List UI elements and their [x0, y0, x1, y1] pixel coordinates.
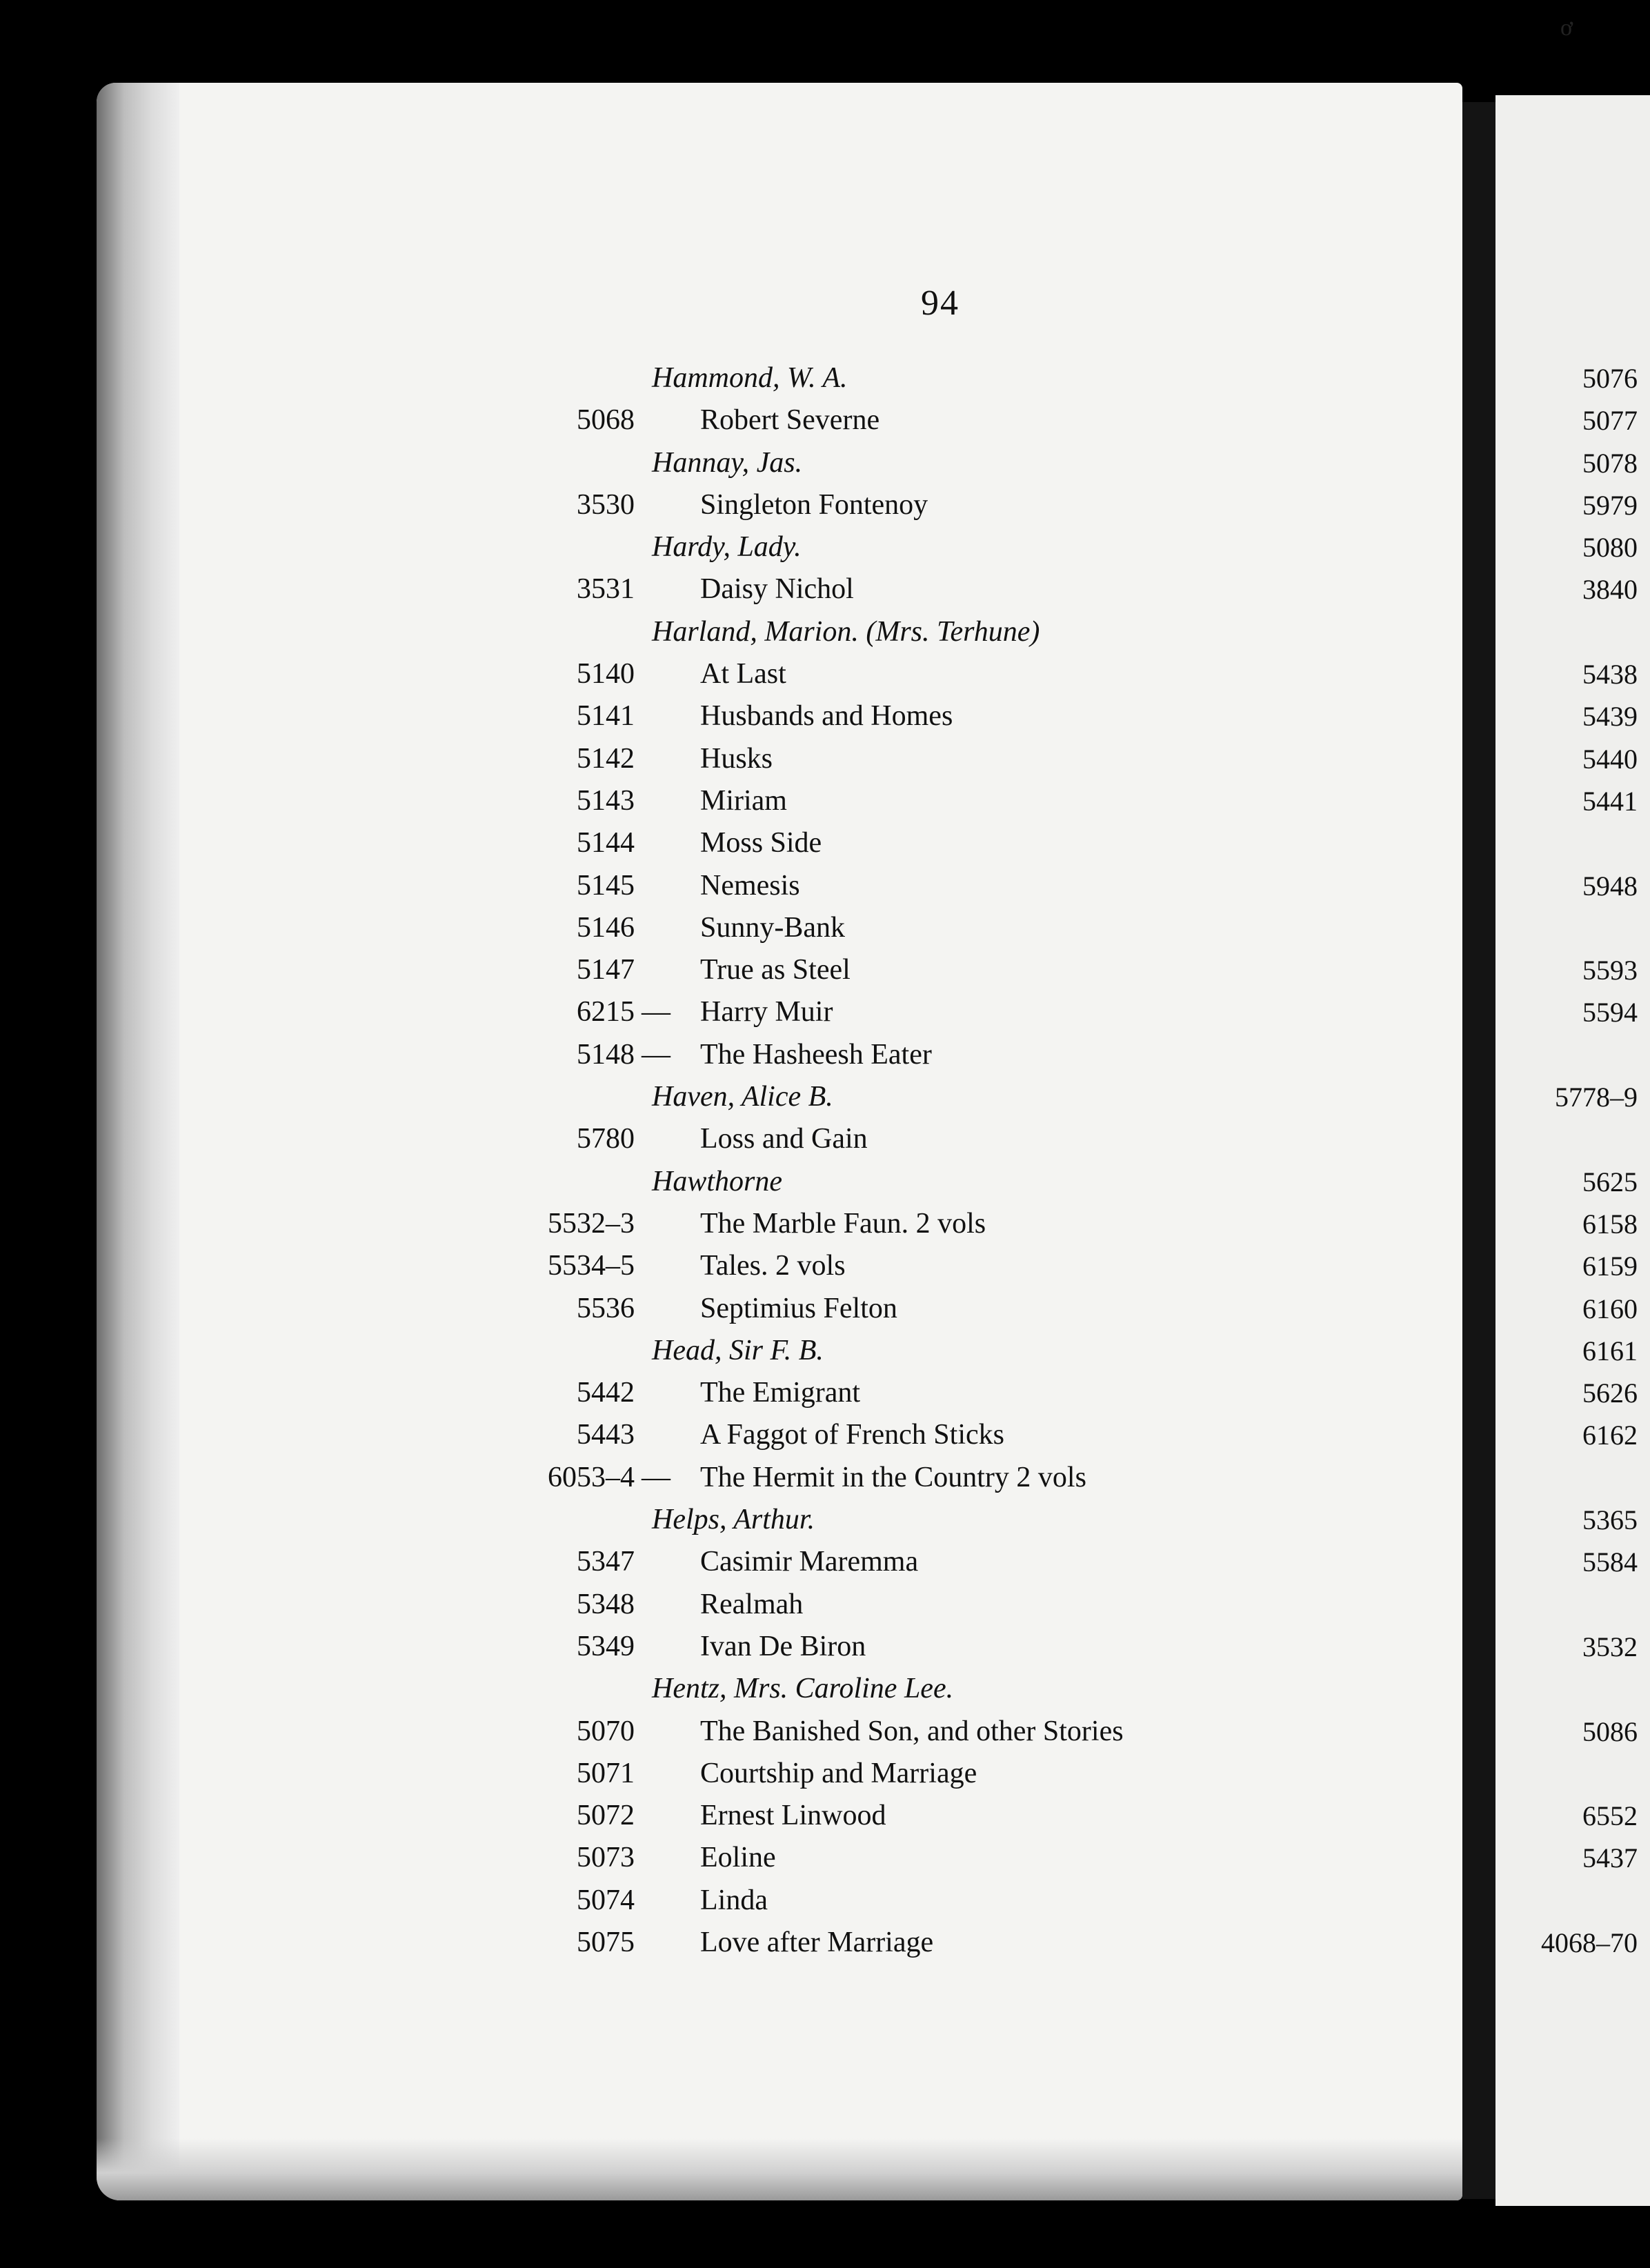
catalog-number: 5148: [577, 1038, 635, 1071]
author-name: Hammond, W. A.: [652, 362, 848, 394]
next-page-number: 6160: [1582, 1293, 1638, 1324]
author-name: Helps, Arthur.: [652, 1504, 815, 1536]
catalog-number: 5074: [577, 1884, 635, 1916]
catalog-number: 5147: [577, 954, 635, 986]
book-title: Robert Severne: [700, 404, 880, 437]
catalog-number: 5140: [577, 658, 635, 690]
next-page-numbers: [0, 357, 1650, 1964]
next-page-number: 6162: [1582, 1420, 1638, 1451]
book-title: Realmah: [700, 1588, 804, 1620]
next-page-number: 5078: [1582, 447, 1638, 479]
next-page-number: 5584: [1582, 1546, 1638, 1578]
author-name: Hawthorne: [652, 1165, 782, 1197]
next-page-number: 4068–70: [1541, 1927, 1638, 1958]
book-title: A Faggot of French Sticks: [700, 1419, 1004, 1451]
next-page-number: 6158: [1582, 1208, 1638, 1240]
book-title: Singleton Fontenoy: [700, 488, 928, 521]
catalog-number: 5536: [577, 1292, 635, 1324]
book-title: Linda: [700, 1884, 768, 1916]
next-page-number: 5076: [1582, 363, 1638, 394]
book-title: Courtship and Marriage: [700, 1757, 977, 1789]
next-page-number: 5086: [1582, 1715, 1638, 1747]
book-title: Loss and Gain: [700, 1123, 868, 1155]
author-name: Head, Sir F. B.: [652, 1334, 824, 1366]
next-page-number: 3840: [1582, 574, 1638, 606]
catalog-number: 5347: [577, 1546, 635, 1578]
catalog-number: 5443: [577, 1419, 635, 1451]
page-number: 94: [921, 284, 960, 323]
book-title: The Hermit in the Country 2 vols: [700, 1461, 1086, 1493]
next-page-number: 5080: [1582, 532, 1638, 564]
next-page-number: 5626: [1582, 1377, 1638, 1409]
book-title: Ernest Linwood: [700, 1800, 886, 1832]
catalog-number: 5532–3: [548, 1207, 635, 1240]
book-title: Husks: [700, 742, 773, 775]
catalog-number: 5349: [577, 1630, 635, 1662]
book-title: Moss Side: [700, 827, 822, 859]
book-title: The Emigrant: [700, 1377, 861, 1409]
corner-mark: ơ: [1560, 15, 1573, 41]
catalog-number: 5071: [577, 1757, 635, 1789]
catalog-number: 5348: [577, 1588, 635, 1620]
author-name: Haven, Alice B.: [652, 1081, 833, 1113]
book-title: Miriam: [700, 784, 787, 817]
catalog-number: 5780: [577, 1123, 635, 1155]
book-title: The Hasheesh Eater: [700, 1038, 932, 1071]
next-page-number: 5625: [1582, 1166, 1638, 1197]
next-page-number: 5437: [1582, 1842, 1638, 1874]
ditto-dash: —: [642, 1461, 670, 1493]
next-page-number: 5778–9: [1555, 1082, 1638, 1113]
next-page-number: 3532: [1582, 1631, 1638, 1662]
book-title: At Last: [700, 658, 786, 690]
book-title: Love after Marriage: [700, 1926, 934, 1958]
author-name: Hannay, Jas.: [652, 446, 803, 479]
ditto-dash: —: [642, 996, 670, 1028]
catalog-number: 5142: [577, 742, 635, 775]
next-page-number: 5594: [1582, 997, 1638, 1028]
next-page-number: 5365: [1582, 1504, 1638, 1536]
next-page-number: 5593: [1582, 955, 1638, 986]
book-title: Harry Muir: [700, 996, 833, 1028]
catalog-number: 3531: [577, 573, 635, 606]
next-page-number: 6159: [1582, 1251, 1638, 1282]
next-page-number: 5438: [1582, 659, 1638, 690]
catalog-number: 5146: [577, 911, 635, 944]
catalog-number: 5144: [577, 827, 635, 859]
book-title: The Marble Faun. 2 vols: [700, 1207, 986, 1240]
author-name: Hentz, Mrs. Caroline Lee.: [652, 1673, 954, 1705]
catalog-number: 5143: [577, 784, 635, 817]
book-title: Septimius Felton: [700, 1292, 897, 1324]
next-page-number: 5439: [1582, 701, 1638, 733]
catalog-number: 5070: [577, 1715, 635, 1747]
book-title: Husbands and Homes: [700, 700, 953, 733]
book-title: True as Steel: [700, 954, 851, 986]
catalog-number: 5145: [577, 869, 635, 902]
author-name: Harland, Marion. (Mrs. Terhune): [652, 615, 1040, 648]
catalog-number: 5141: [577, 700, 635, 733]
next-page-number: 5979: [1582, 489, 1638, 521]
catalog-number: 5442: [577, 1377, 635, 1409]
book-title: Daisy Nichol: [700, 573, 854, 606]
catalog-number: 6215: [577, 996, 635, 1028]
next-page-number: 6552: [1582, 1800, 1638, 1832]
next-page-number: 6161: [1582, 1335, 1638, 1366]
next-page-number: 5441: [1582, 785, 1638, 817]
book-title: Sunny-Bank: [700, 911, 845, 944]
book-title: Ivan De Biron: [700, 1630, 866, 1662]
catalog-number: 6053–4: [548, 1461, 635, 1493]
next-page-number: 5440: [1582, 743, 1638, 775]
book-title: Eoline: [700, 1842, 776, 1874]
book-title: Nemesis: [700, 869, 800, 902]
page-bottom-shadow: [97, 2138, 1462, 2200]
next-page-number: 5077: [1582, 405, 1638, 437]
next-page-number: 5948: [1582, 870, 1638, 902]
book-title: Tales. 2 vols: [700, 1250, 846, 1282]
catalog-number: 3530: [577, 488, 635, 521]
catalog-number: 5072: [577, 1800, 635, 1832]
author-name: Hardy, Lady.: [652, 531, 802, 564]
ditto-dash: —: [642, 1038, 670, 1071]
book-title: The Banished Son, and other Stories: [700, 1715, 1124, 1747]
catalog-number: 5075: [577, 1926, 635, 1958]
catalog-number: 5068: [577, 404, 635, 437]
catalog-number: 5073: [577, 1842, 635, 1874]
catalog-number: 5534–5: [548, 1250, 635, 1282]
book-title: Casimir Maremma: [700, 1546, 919, 1578]
